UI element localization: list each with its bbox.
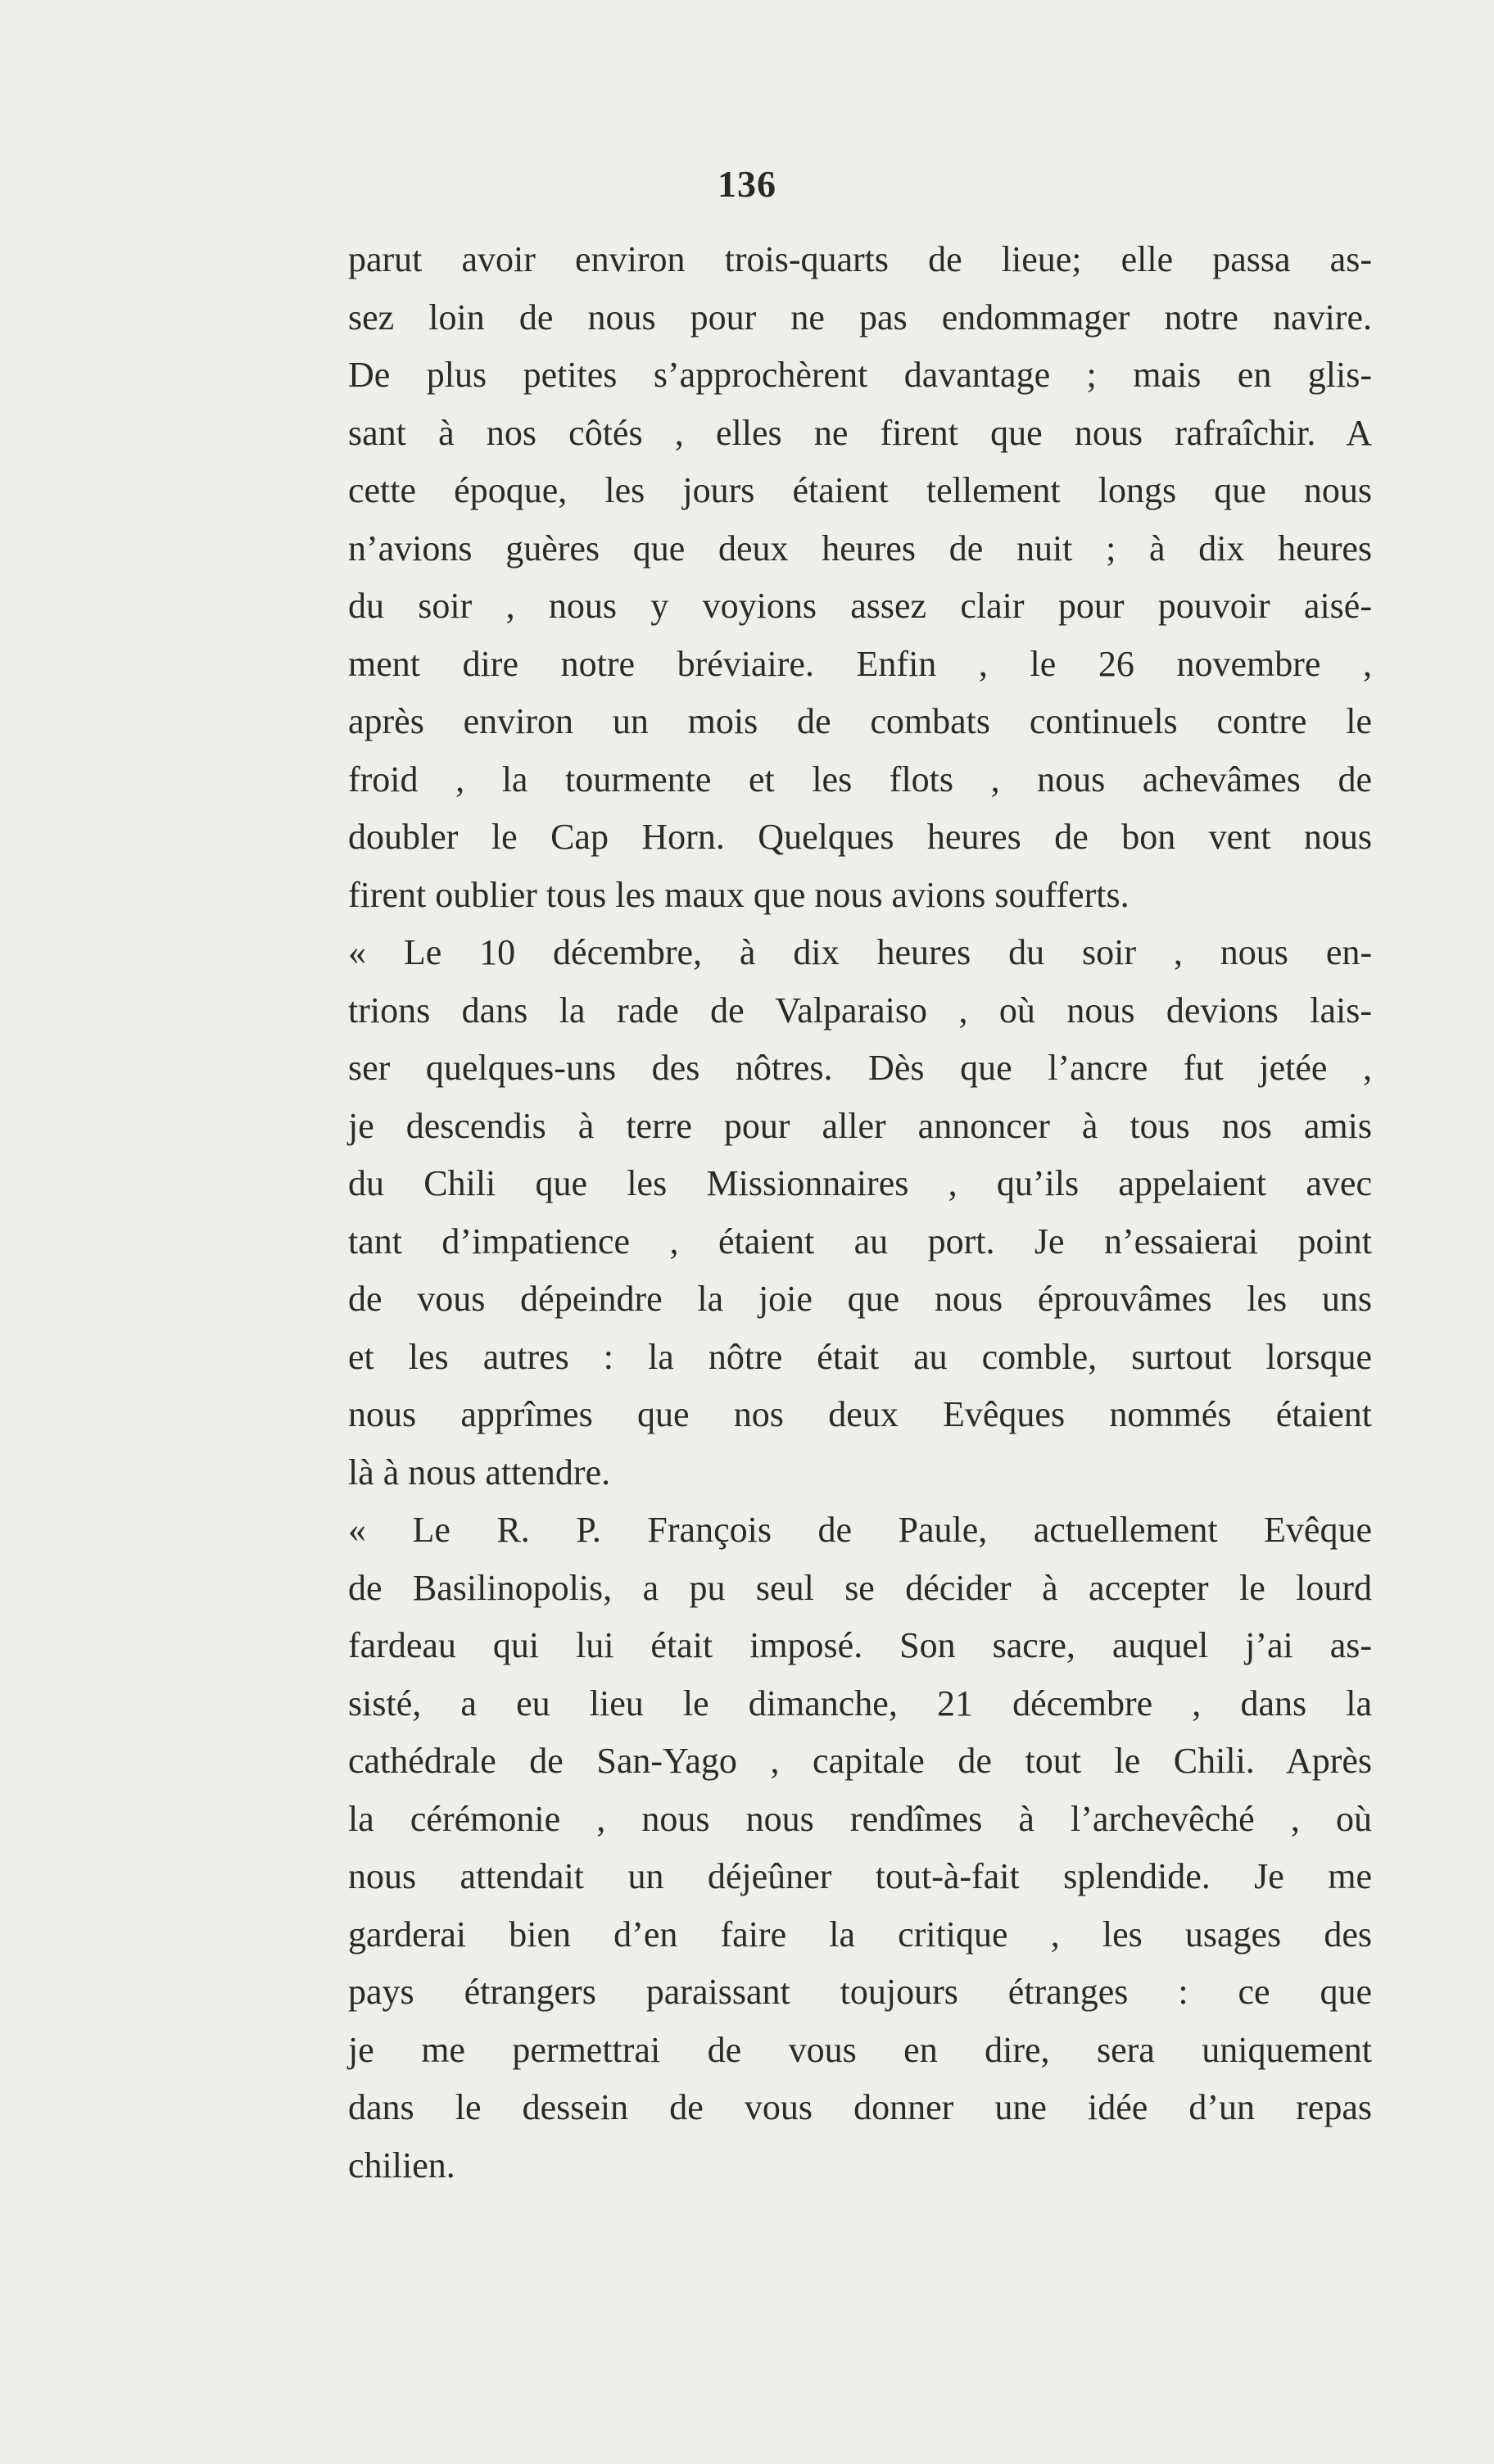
text-line: dans le dessein de vous donner une idée d’un repas bbox=[348, 2087, 1372, 2127]
text-line: froid , la tourmente et les flots , nous achevâmes de bbox=[348, 759, 1372, 799]
text-line: de Basilinopolis, a pu seul se décider à accepter le lourd bbox=[348, 1567, 1372, 1608]
text-line: et les autres : la nôtre était au comble, surtout lorsque bbox=[348, 1336, 1372, 1377]
text-line: ser quelques-uns des nôtres. Dès que l’ancre fut jetée , bbox=[348, 1048, 1372, 1088]
text-line: du soir , nous y voyions assez clair pour pouvoir aisé- bbox=[348, 586, 1372, 626]
text-line: trions dans la rade de Valparaiso , où nous devions lais- bbox=[348, 990, 1372, 1030]
text-line: n’avions guères que deux heures de nuit ; à dix heures bbox=[348, 528, 1372, 568]
text-line: pays étrangers paraissant toujours étranges : ce que bbox=[348, 1972, 1372, 2012]
text-line: De plus petites s’approchèrent davantage ; mais en glis- bbox=[348, 355, 1372, 395]
text-line: sisté, a eu lieu le dimanche, 21 décembre , dans la bbox=[348, 1683, 1372, 1723]
text-line: de vous dépeindre la joie que nous éprouvâmes les uns bbox=[348, 1279, 1372, 1319]
text-line: cette époque, les jours étaient tellement longs que nous bbox=[348, 470, 1372, 510]
text-line: « Le R. P. François de Paule, actuellement Evêque bbox=[348, 1510, 1372, 1550]
text-line: « Le 10 décembre, à dix heures du soir , nous en- bbox=[348, 932, 1372, 972]
text-line: je descendis à terre pour aller annoncer à tous nos amis bbox=[348, 1105, 1372, 1146]
text-line: tant d’impatience , étaient au port. Je n’essaierai point bbox=[348, 1221, 1372, 1261]
text-line: doubler le Cap Horn. Quelques heures de bon vent nous bbox=[348, 817, 1372, 857]
text-line: nous apprîmes que nos deux Evêques nommés étaient bbox=[348, 1394, 1372, 1434]
text-line: du Chili que les Missionnaires , qu’ils appelaient avec bbox=[348, 1163, 1372, 1203]
paragraph-end-line: là à nous attendre. bbox=[348, 1452, 611, 1492]
paragraph-end-line: chilien. bbox=[348, 2145, 455, 2185]
text-line: sez loin de nous pour ne pas endommager notre navire. bbox=[348, 297, 1372, 337]
text-line: garderai bien d’en faire la critique , les usages des bbox=[348, 1914, 1372, 1954]
text-line: je me permettrai de vous en dire, sera uniquement bbox=[348, 2029, 1372, 2070]
text-line: cathédrale de San-Yago , capitale de tout le Chili. Après bbox=[348, 1741, 1372, 1781]
text-line: la cérémonie , nous nous rendîmes à l’archevêché , où bbox=[348, 1798, 1372, 1839]
page-number: 136 bbox=[718, 163, 776, 205]
text-line: après environ un mois de combats continuels contre le bbox=[348, 701, 1372, 741]
text-line: parut avoir environ trois-quarts de lieue; elle passa as- bbox=[348, 239, 1372, 279]
text-line: ment dire notre bréviaire. Enfin , le 26 novembre , bbox=[348, 643, 1372, 684]
paragraph-end-line: firent oublier tous les maux que nous avions soufferts. bbox=[348, 874, 1130, 915]
text-line: nous attendait un déjeûner tout-à-fait splendide. Je me bbox=[348, 1856, 1372, 1896]
body-text bbox=[348, 231, 1372, 2194]
text-line: fardeau qui lui était imposé. Son sacre, auquel j’ai as- bbox=[348, 1625, 1372, 1665]
text-line: sant à nos côtés , elles ne firent que nous rafraîchir. A bbox=[348, 412, 1372, 453]
